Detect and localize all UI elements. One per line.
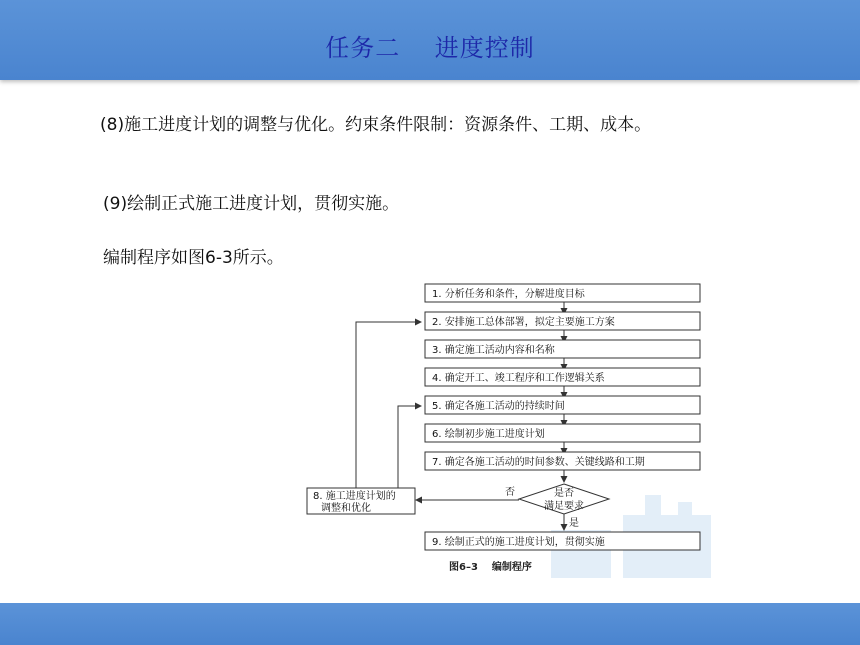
step-3-box: [425, 340, 700, 358]
step-8-label-line1: 8. 施工进度计划的: [313, 491, 396, 502]
step-4-box: [425, 368, 700, 386]
step-6-label: 6. 绘制初步施工进度计划: [432, 429, 545, 440]
step-7-box: [425, 452, 700, 470]
arrow-8-to-5: [398, 406, 421, 488]
no-branch-label: 否: [505, 487, 515, 498]
step-9-label: 9. 绘制正式的施工进度计划，贯彻实施: [432, 537, 605, 548]
title-bar: [0, 0, 860, 80]
flowchart-figure: [293, 280, 711, 578]
flowchart-svg: [293, 280, 711, 578]
paragraph-adjust-optimize: (8)施工进度计划的调整与优化。约束条件限制：资源条件、工期、成本。: [100, 115, 652, 135]
step-7-label: 7. 确定各施工活动的时间参数、关键线路和工期: [432, 457, 645, 468]
step-4-label: 4. 确定开工、竣工程序和工作逻辑关系: [432, 373, 605, 384]
paragraph-formal-plan: (9)绘制正式施工进度计划，贯彻实施。: [103, 194, 400, 214]
decision-label-line2: 满足要求: [544, 501, 584, 512]
decision-diamond: [519, 484, 609, 514]
step-5-box: [425, 396, 700, 414]
step-1-box: [425, 284, 700, 302]
figure-caption: 图6–3 编制程序: [449, 562, 532, 573]
page-title: 任务二 进度控制: [325, 34, 535, 62]
step-5-label: 5. 确定各施工活动的持续时间: [432, 401, 565, 412]
step-6-box: [425, 424, 700, 442]
step-2-label: 2. 安排施工总体部署，拟定主要施工方案: [432, 317, 615, 328]
yes-branch-label: 是: [569, 518, 579, 529]
step-1-label: 1. 分析任务和条件，分解进度目标: [432, 289, 585, 300]
step-8-box: [307, 488, 415, 514]
arrow-8-to-2: [356, 322, 421, 488]
paragraph-figure-ref: 编制程序如图6-3所示。: [103, 248, 284, 268]
footer-bar: [0, 603, 860, 645]
step-2-box: [425, 312, 700, 330]
step-8-label-line2: 调整和优化: [321, 503, 371, 514]
decision-label-line1: 是否: [554, 488, 574, 499]
step-3-label: 3. 确定施工活动内容和名称: [432, 345, 555, 356]
step-9-box: [425, 532, 700, 550]
